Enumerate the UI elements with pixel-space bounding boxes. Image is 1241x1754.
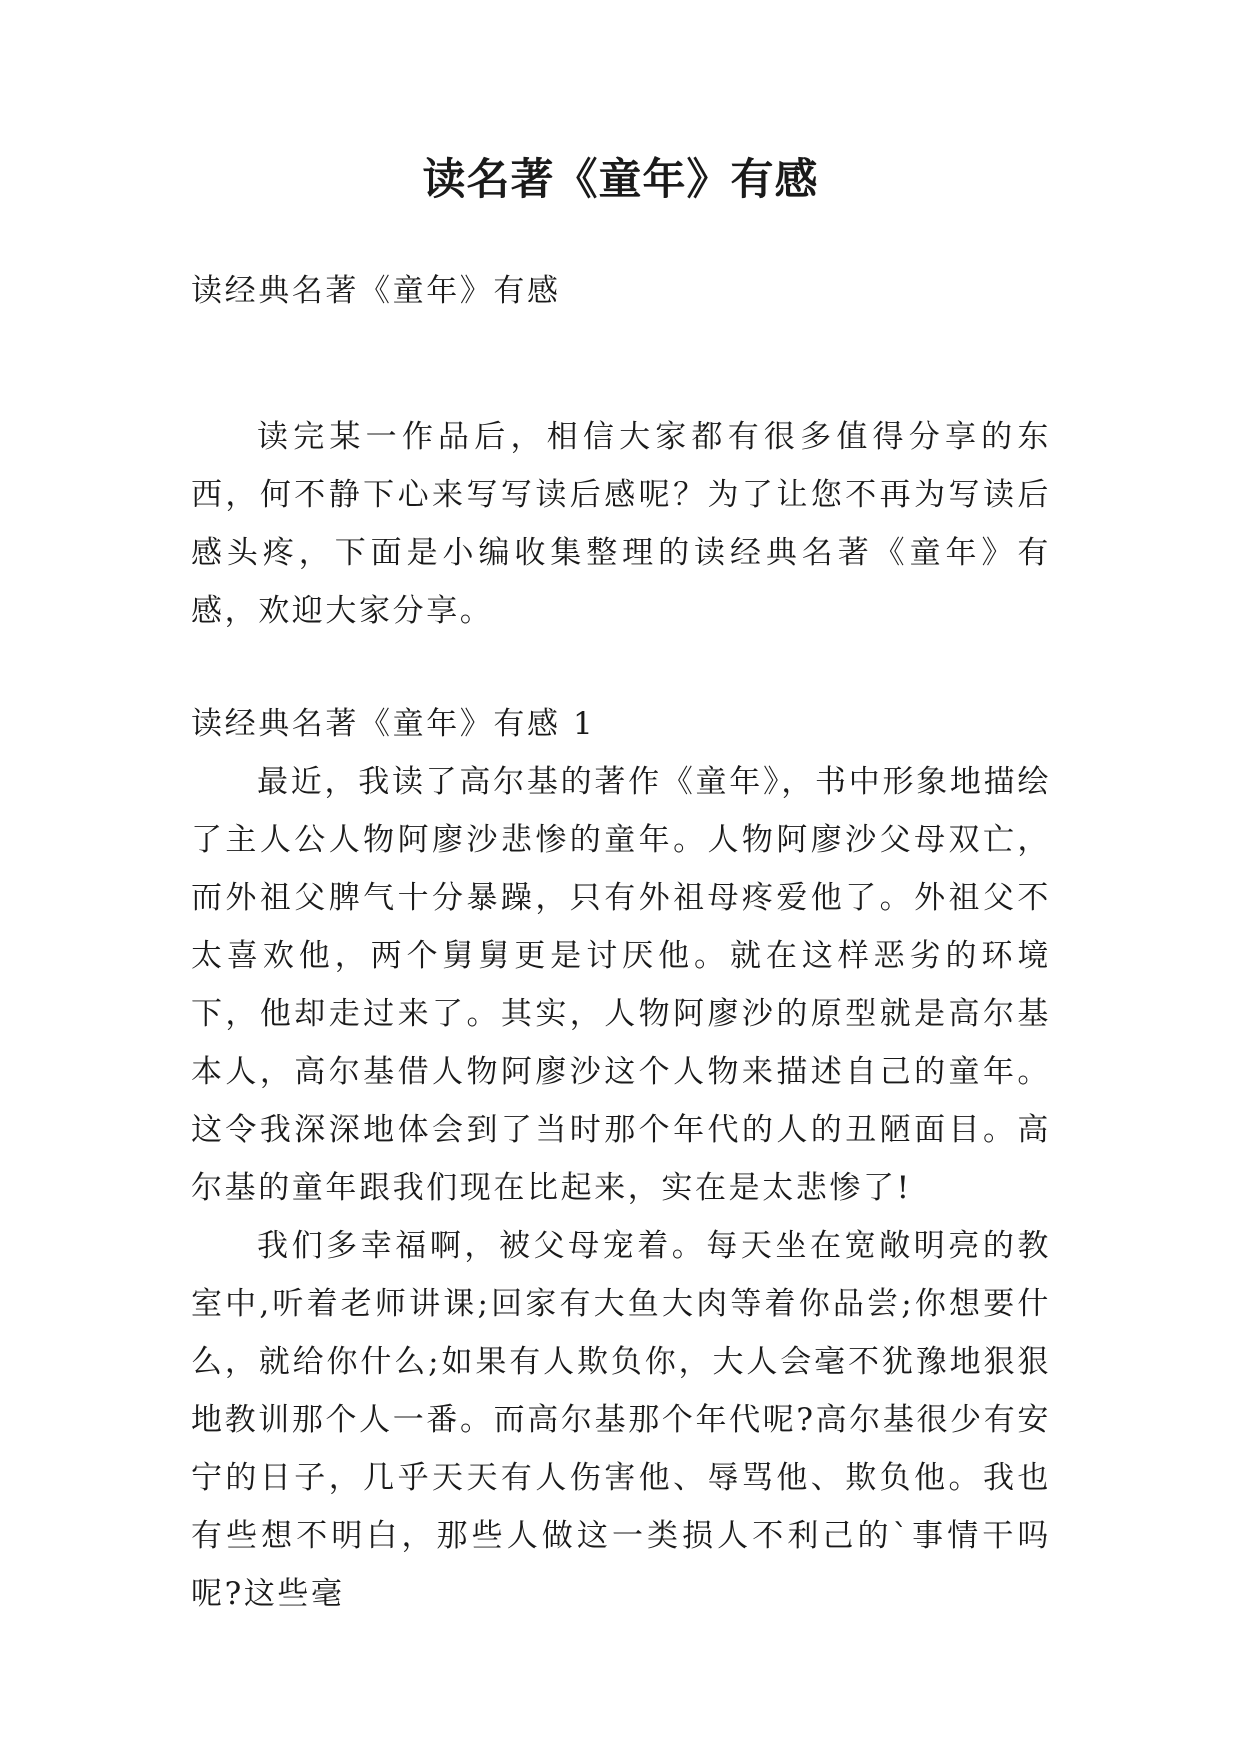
body-paragraph-1: 最近，我读了高尔基的著作《童年》，书中形象地描绘了主人公人物阿廖沙悲惨的童年。人物阿廖沙父母双亡，而外祖父脾气十分暴躁，只有外祖母疼爱他了。外祖父不太喜欢他，两个舅舅更是讨厌他。就在这样恶劣的环境下，他却走过来了。其实，人物阿廖沙的原型就是高尔基本人，高尔基借人物阿廖沙这个人物来描述自己的童年。这令我深深地体会到了当时那个年代的人的丑陋面目。高尔基的童年跟我们现在比起来，实在是太悲惨了! <box>191 764 1051 1206</box>
document-subtitle: 读经典名著《童年》有感 <box>191 273 561 309</box>
body-paragraph-2: 我们多幸福啊，被父母宠着。每天坐在宽敞明亮的教室中,听着老师讲课;回家有大鱼大肉等着你品尝;你想要什么，就给你什么;如果有人欺负你，大人会毫不犹豫地狠狠地教训那个人一番。而高尔基那个年代呢?高尔基很少有安宁的日子，几乎天天有人伤害他、辱骂他、欺负他。我也有些想不明白，那些人做这一类损人不利己的`事情干吗呢?这些毫 <box>191 1228 1051 1612</box>
intro-paragraph: 读完某一作品后，相信大家都有很多值得分享的东西，何不静下心来写写读后感呢？为了让您不再为写读后感头疼，下面是小编收集整理的读经典名著《童年》有感，欢迎大家分享。 <box>191 419 1051 629</box>
document-title: 读名著《童年》有感 <box>422 155 819 205</box>
section-heading: 读经典名著《童年》有感 1 <box>191 706 596 742</box>
